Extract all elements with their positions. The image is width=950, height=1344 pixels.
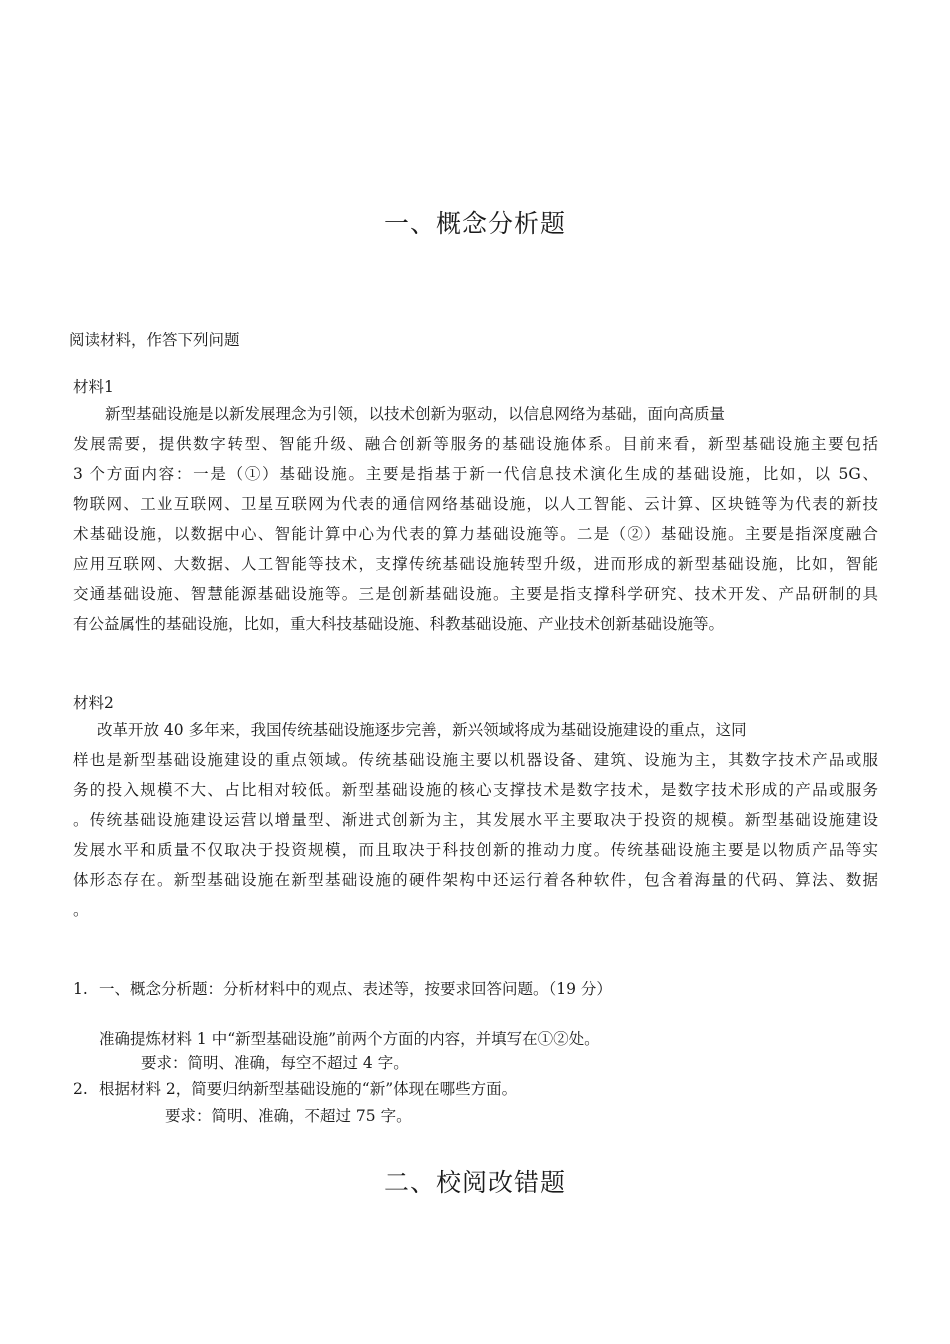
material-2-line: 发展水平和质量不仅取决于投资规模，而且取决于科技创新的推动力度。传统基础设施主要是以物质产品等实 xyxy=(73,841,878,859)
question-2 xyxy=(73,1079,517,1099)
material-1-line: 交通基础设施、智慧能源基础设施等。三是创新基础设施。主要是指支撑科学研究、技术开发、产品研制的具 xyxy=(73,585,878,603)
material-1-line: 新型基础设施是以新发展理念为引领，以技术创新为驱动，以信息网络为基础，面向高质量 xyxy=(105,405,726,423)
material-1-paragraph xyxy=(73,399,878,639)
material-2-line: 样也是新型基础设施建设的重点领域。传统基础设施主要以机器设备、建筑、设施为主，其数字技术产品或服 xyxy=(73,751,878,769)
instruction-text: 阅读材料，作答下列问题 xyxy=(69,331,240,349)
section-1-title: 一、概念分析题 xyxy=(383,209,566,238)
question-1 xyxy=(73,979,612,999)
material-1-label: 材料1 xyxy=(73,378,114,396)
question-number: 2. xyxy=(73,1080,88,1098)
material-1-line: 3 个方面内容：一是（①）基础设施。主要是指基于新一代信息技术演化生成的基础设施，比如，以 5G、 xyxy=(73,465,878,483)
material-1-line: 发展需要，提供数字转型、智能升级、融合创新等服务的基础设施体系。目前来看，新型基础设施主要包括 xyxy=(73,435,878,453)
material-1-line: 术基础设施，以数据中心、智能计算中心为代表的算力基础设施等。二是（②）基础设施。主要是指深度融合 xyxy=(73,525,878,543)
question-text: 一、概念分析题：分析材料中的观点、表述等，按要求回答问题。（19 分） xyxy=(99,980,612,998)
material-2-label: 材料2 xyxy=(73,694,114,712)
section-2-title: 二、校阅改错题 xyxy=(383,1168,566,1197)
question-text: 根据材料 2，简要归纳新型基础设施的“新”体现在哪些方面。 xyxy=(99,1080,518,1098)
material-2-line: 务的投入规模不大、占比相对较低。新型基础设施的核心支撑技术是数字技术，是数字技术形成的产品或服务 xyxy=(73,781,878,799)
material-2-line: 体形态存在。新型基础设施在新型基础设施的硬件架构中还运行着各种软件，包含着海量的代码、算法、数据 xyxy=(73,871,878,889)
material-2-line: 。传统基础设施建设运营以增量型、渐进式创新为主，其发展水平主要取决于投资的规模。新型基础设施建设 xyxy=(73,811,878,829)
material-2-line: 改革开放 40 多年来，我国传统基础设施逐步完善，新兴领域将成为基础设施建设的重点，这同 xyxy=(97,721,747,739)
material-1-line: 物联网、工业互联网、卫星互联网为代表的通信网络基础设施，以人工智能、云计算、区块链等为代表的新技 xyxy=(73,495,878,513)
material-1-line: 有公益属性的基础设施，比如，重大科技基础设施、科教基础设施、产业技术创新基础设施等。 xyxy=(73,615,725,633)
material-2-paragraph xyxy=(73,715,878,925)
question-1-requirement: 要求：简明、准确，每空不超过 4 字。 xyxy=(141,1054,409,1072)
material-2-line: 。 xyxy=(73,901,89,919)
question-2-requirement: 要求：简明、准确，不超过 75 字。 xyxy=(165,1107,412,1125)
question-1-detail: 准确提炼材料 1 中“新型基础设施”前两个方面的内容，并填写在①②处。 xyxy=(99,1030,600,1048)
material-1-line: 应用互联网、大数据、人工智能等技术，支撑传统基础设施转型升级，进而形成的新型基础设施，比如，智能 xyxy=(73,555,878,573)
question-number: 1. xyxy=(73,980,88,998)
